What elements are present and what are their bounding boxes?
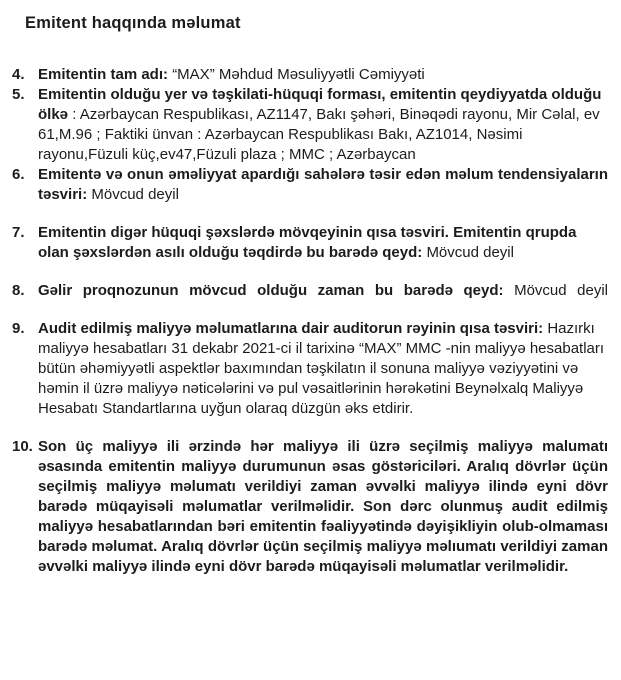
list-item-10 (12, 437, 608, 577)
item-label: Emitentin olduğu yer və təşkilati-hüquqi forması, emitentin qeydiyyatda olduğu ölkə (38, 86, 602, 123)
item-value: Hazırkı maliyyə hesabatları 31 dekabr 2021-ci il tarixinə “MAX” MMC -nin maliyyə hesabatları bütün əhəmiyyətli aspektlər baxımından təşkilatın il sonuna maliyyə vəziyyətini və həmin il üzrə maliyyə nəticələrini və pul vəsaitlərinin hərəkətini Beynəlxalq Maliyyə Hesabatı Standartlarına uyğun olaraq düzgün əks etdirir. (38, 320, 605, 417)
list-item-5 (12, 85, 608, 165)
item-text (38, 165, 608, 205)
item-label: Emitentə və onun əməliyyat apardığı sahələrə təsir edən məlum tendensiyaların təsviri: (38, 166, 608, 203)
item-label: Son üç maliyyə ili ərzində hər maliyyə ili üzrə seçilmiş maliyyə malumatı əsasında emitentin maliyyə durumunun əsas göstəriciləri. Aralıq dövrlər üçün seçilmiş maliyyə məlumatı verildiyi zaman əvvəlki maliyyə ilində eyni dövr barədə müqayisəli məlumatlar verilməlidir. Son dərc olunmuş audit edilmiş maliyyə hesabatlarından bəri emitentin fəaliyyətində dəyişikliyin olub-olmaması barədə məlumat. Aralıq dövrlər üçün seçilmiş maliyyə məlıumatı verildiyi zaman əvvəlki maliyyə ilində eyni dövr barədə müqayisəli məlumatlar verilməlidir. (38, 438, 608, 575)
item-text (38, 85, 608, 165)
list-item-8 (12, 281, 608, 301)
item-number: 8. (12, 282, 25, 299)
list-item-9 (12, 319, 608, 419)
item-value: Mövcud deyil (514, 282, 608, 299)
item-number: 6. (12, 166, 25, 183)
item-label: Emitentin digər hüquqi şəxslərdə mövqeyinin qısa təsviri. Emitentin qrupda olan şəxslərdən asılı olduğu təqdirdə bu barədə qeyd: (38, 224, 577, 261)
list-item-7 (12, 223, 608, 263)
item-text (38, 223, 608, 263)
item-label: Audit edilmiş maliyyə məlumatlarına dair auditorun rəyinin qısa təsviri: (38, 320, 544, 337)
item-text (38, 65, 608, 85)
item-text (38, 437, 608, 577)
list-item-4 (12, 65, 608, 85)
item-number: 5. (12, 86, 25, 103)
list-item-6 (12, 165, 608, 205)
item-value: Mövcud deyil (426, 244, 514, 261)
item-text (38, 319, 608, 419)
item-number: 4. (12, 66, 25, 83)
item-number: 10. (12, 438, 33, 455)
item-value: Mövcud deyil (91, 186, 179, 203)
item-value: “MAX” Məhdud Məsuliyyətli Cəmiyyəti (172, 66, 425, 83)
item-number: 7. (12, 224, 25, 241)
numbered-list (12, 65, 608, 577)
page-title: Emitent haqqında məlumat (25, 14, 241, 32)
item-value: : Azərbaycan Respublikası, AZ1147, Bakı şəhəri, Binəqədi rayonu, Mir Cəlal, ev 61,M.96 ; Faktiki ünvan : Azərbaycan Respublikası Bakı, AZ1014, Nəsimi rayonu,Füzuli küç,ev47,Füzuli plaza ; MMC ; Azərbaycan (38, 106, 600, 163)
item-label: Emitentin tam adı: (38, 66, 169, 83)
item-text (38, 281, 608, 301)
item-number: 9. (12, 320, 25, 337)
item-label: Gəlir proqnozunun mövcud olduğu zaman bu barədə qeyd: (38, 282, 504, 299)
